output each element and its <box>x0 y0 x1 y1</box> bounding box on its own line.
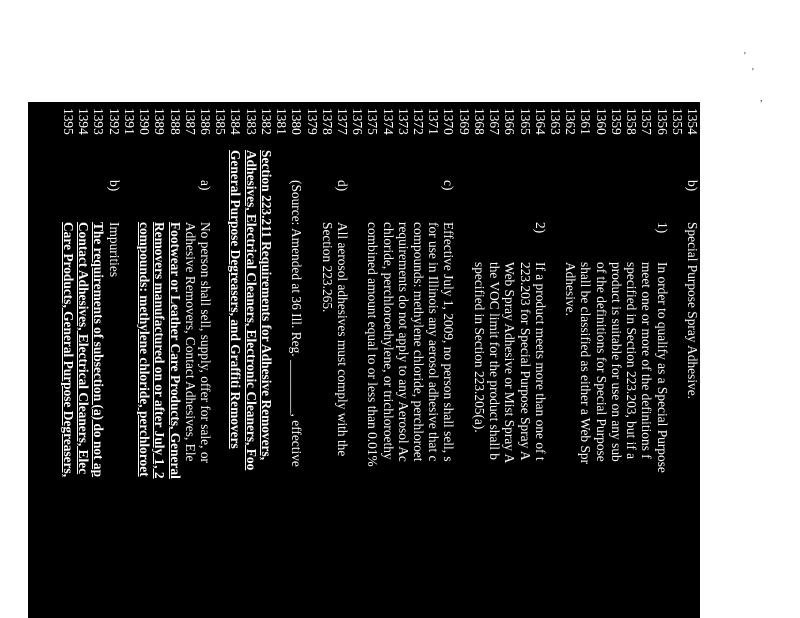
document-line <box>639 102 654 618</box>
document-line <box>304 102 319 618</box>
line-text: In order to qualify as a Special Purpose <box>654 262 670 473</box>
line-text: a) <box>198 180 213 191</box>
line-text: chloride, perchloroethylene, or trichloroethy <box>380 222 396 460</box>
scan-specks: ' <box>744 51 746 62</box>
line-text: Footwear or Leather Care Products, General <box>167 222 183 479</box>
line-number: 1364 <box>532 108 548 135</box>
scanned-page <box>28 102 700 618</box>
line-text: product is suitable for use on any sub <box>608 262 624 462</box>
line-text: shall be classified as either a Web Spr <box>578 262 594 465</box>
line-number: 1382 <box>258 108 274 135</box>
line-number: 1369 <box>456 108 472 135</box>
document-line <box>624 102 639 618</box>
line-text: Special Purpose Spray Adhesive. <box>685 222 700 400</box>
line-text: (Source: Amended at 36 Ill. Reg. ________, effective <box>289 180 305 467</box>
line-number: 1365 <box>517 108 533 135</box>
document-line <box>426 102 441 618</box>
document-line <box>685 102 700 618</box>
line-number: 1356 <box>654 108 670 135</box>
document-line <box>593 102 608 618</box>
document-line <box>350 102 365 618</box>
line-number: 1366 <box>502 108 518 135</box>
line-number: 1362 <box>563 108 579 135</box>
document-line <box>533 102 548 618</box>
line-number: 1361 <box>578 108 594 135</box>
document-line <box>578 102 593 618</box>
document-line <box>609 102 624 618</box>
line-text: specified in Section 223.203, but if a <box>624 262 640 460</box>
line-text: Adhesive Removers, Contact Adhesives, Ele <box>182 222 198 462</box>
document-line <box>502 102 517 618</box>
document-line <box>457 102 472 618</box>
scan-specks: , <box>760 93 763 104</box>
line-text: compounds: methylene chloride, perchloroet <box>137 222 153 477</box>
line-text: combined amount equal to or less than 0.01% <box>365 222 381 467</box>
line-number: 1385 <box>213 108 229 135</box>
document-line <box>487 102 502 618</box>
line-text: for use in Illinois any aerosol adhesive that c <box>426 222 442 462</box>
line-number: 1367 <box>487 108 503 135</box>
line-text: meet one or more of the definitions f <box>639 262 655 459</box>
line-number: 1372 <box>411 108 427 135</box>
line-number: 1386 <box>198 108 213 135</box>
line-number: 1360 <box>593 108 609 135</box>
rotated-document <box>28 102 700 618</box>
line-number: 1376 <box>350 108 366 135</box>
document-line <box>243 102 258 618</box>
line-number: 1381 <box>274 108 290 135</box>
line-text: Section 223.211 Requirements for Adhesive Removers, <box>258 150 274 461</box>
document-line <box>380 102 395 618</box>
line-number: 1374 <box>380 108 396 135</box>
line-number: 1394 <box>76 108 92 135</box>
line-number: 1377 <box>334 108 350 135</box>
line-number: 1387 <box>182 108 198 135</box>
document-line <box>152 102 167 618</box>
document-line <box>274 102 289 618</box>
document-line <box>472 102 487 618</box>
line-number: 1388 <box>167 108 183 135</box>
document-line <box>122 102 137 618</box>
line-text: Effective July 1, 2009, no person shall sell, s <box>441 222 457 462</box>
line-text: Adhesive. <box>563 262 579 316</box>
line-number: 1354 <box>685 108 700 135</box>
line-number: 1363 <box>548 108 564 135</box>
document-line <box>335 102 350 618</box>
line-text: c) <box>441 180 457 191</box>
document-line <box>563 102 578 618</box>
line-text: of the definitions for Special Purpose <box>593 262 609 462</box>
line-number: 1355 <box>669 108 685 135</box>
line-number: 1379 <box>304 108 320 135</box>
line-text: Section 223.265. <box>319 222 335 313</box>
line-text: b) <box>106 180 122 192</box>
document-line <box>167 102 182 618</box>
document-line <box>259 102 274 618</box>
line-number: 1359 <box>608 108 624 135</box>
line-text: d) <box>334 180 350 192</box>
document-line <box>396 102 411 618</box>
line-number: 1384 <box>228 108 244 135</box>
document-line <box>198 102 213 618</box>
line-text: All aerosol adhesives must comply with the <box>334 222 350 457</box>
document-line <box>670 102 685 618</box>
line-number: 1370 <box>441 108 457 135</box>
line-text: b) <box>685 180 700 192</box>
line-number: 1390 <box>137 108 153 135</box>
document-line <box>654 102 669 618</box>
document-line <box>183 102 198 618</box>
line-number: 1357 <box>639 108 655 135</box>
line-number: 1389 <box>152 108 168 135</box>
line-text: Contact Adhesives, Electrical Cleaners, Elec <box>76 222 92 475</box>
line-number: 1383 <box>243 108 259 135</box>
line-text: the VOC limit for the product shall b <box>487 262 503 460</box>
line-number: 1358 <box>624 108 640 135</box>
document-line <box>411 102 426 618</box>
line-text: Removers manufactured on or after July 1, 2 <box>152 222 168 479</box>
line-number: 1380 <box>289 108 305 135</box>
line-text: requirements do not apply to any Aerosol Ac <box>395 222 411 462</box>
line-number: 1392 <box>106 108 122 135</box>
line-text: 1) <box>654 222 670 234</box>
document-line <box>91 102 106 618</box>
line-text: 223.203 for Special Purpose Spray A <box>517 262 533 461</box>
line-text: Adhesives, Electrical Cleaners, Electronic Cleaners, Foo <box>243 150 259 471</box>
document-line <box>441 102 456 618</box>
line-number: 1373 <box>395 108 411 135</box>
line-number: 1378 <box>319 108 335 135</box>
line-number: 1375 <box>365 108 381 135</box>
line-text: If a product meets more than one of t <box>532 262 548 461</box>
document-line <box>106 102 121 618</box>
line-number: 1391 <box>121 108 137 135</box>
line-text: The requirements of subsection (a) do not ap <box>91 222 107 478</box>
line-number: 1371 <box>426 108 442 135</box>
document-line <box>61 102 76 618</box>
document-line <box>548 102 563 618</box>
line-text: specified in Section 223.205(a). <box>471 262 487 433</box>
line-number: 1368 <box>471 108 487 135</box>
document-line <box>228 102 243 618</box>
line-number: 1395 <box>61 108 77 135</box>
line-text: 2) <box>532 222 548 234</box>
line-text: Web Spray Adhesive or Mist Spray A <box>502 262 518 464</box>
scan-specks: ' <box>752 67 754 78</box>
line-number: 1393 <box>91 108 107 135</box>
document-line <box>365 102 380 618</box>
document-line <box>320 102 335 618</box>
document-line <box>76 102 91 618</box>
document-line <box>213 102 228 618</box>
line-text: Care Products, General Purpose Degreasers, <box>61 222 77 478</box>
line-text: General Purpose Degreasers, and Graffiti Removers <box>228 150 244 449</box>
line-text: Impurities <box>106 222 122 278</box>
line-text: No person shall sell, supply, offer for sale, or <box>198 222 213 463</box>
line-text: compounds: methylene chloride, perchloroet <box>411 222 427 462</box>
document-line <box>137 102 152 618</box>
document-line <box>517 102 532 618</box>
document-line <box>289 102 304 618</box>
